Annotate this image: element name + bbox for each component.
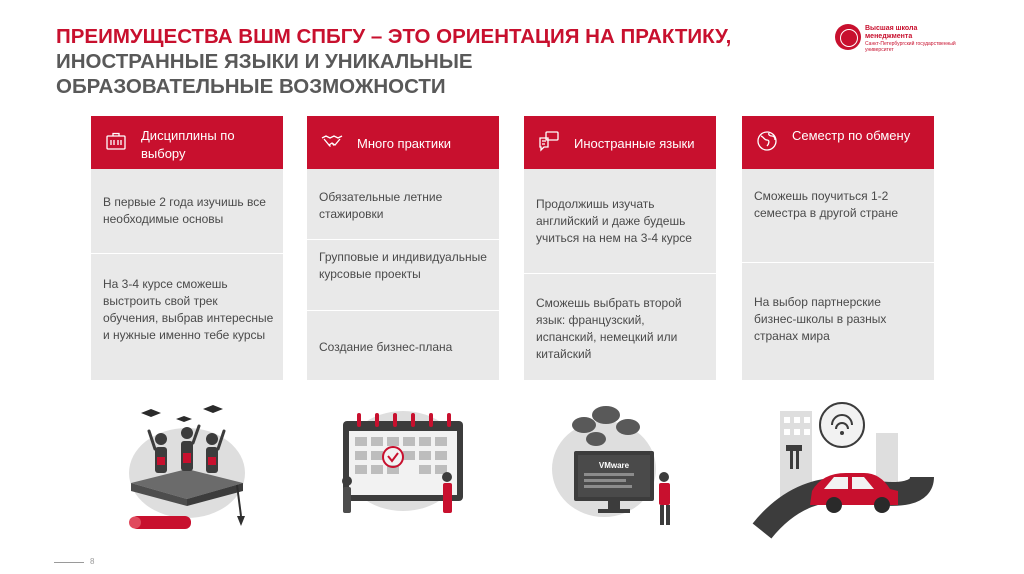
card-text: Обязательные летние стажировки [319, 190, 443, 221]
divider [307, 239, 499, 240]
chat-bubbles-icon [538, 130, 560, 152]
divider [742, 262, 934, 263]
slide-title [56, 24, 776, 99]
card-text: Групповые и индивидуальные курсовые проекты [319, 250, 487, 281]
divider [524, 273, 716, 274]
vmware-illustration [524, 381, 716, 544]
title-line-2: ИНОСТРАННЫЕ ЯЗЫКИ И УНИКАЛЬНЫЕ [56, 50, 473, 73]
graduates-illustration [91, 381, 283, 544]
card-text: Сможешь выбрать второй язык: французский, испанский, немецкий или китайский [536, 296, 682, 361]
card-text: Создание бизнес-плана [319, 340, 453, 354]
title-line-1: ПРЕИМУЩЕСТВА ВШМ СПБГУ – ЭТО ОРИЕНТАЦИЯ НА ПРАКТИКУ, [56, 25, 732, 48]
handshake-icon [321, 130, 343, 152]
briefcase-icon [105, 130, 127, 152]
card-text: Продолжишь изучать английский и даже будешь учиться на нем на 3-4 курсе [536, 197, 692, 245]
card-header [307, 116, 499, 169]
page-number: 8 [90, 557, 95, 566]
vmware-screen-label: VMware [598, 461, 630, 470]
divider [91, 253, 283, 254]
logo-subtitle: Санкт-Петербургский государственный университет [865, 41, 956, 53]
card-title: Дисциплины по выбору [141, 128, 235, 161]
card-text: Сможешь поучиться 1-2 семестра в другой стране [754, 189, 898, 220]
travel-car-illustration [742, 381, 934, 544]
card-exchange-semester [742, 116, 934, 544]
card-title: Иностранные языки [574, 136, 695, 151]
card-electives [91, 116, 283, 544]
card-foreign-languages [524, 116, 716, 544]
title-line-3: ОБРАЗОВАТЕЛЬНЫЕ ВОЗМОЖНОСТИ [56, 75, 446, 98]
card-text: В первые 2 года изучишь все необходимые основы [103, 195, 266, 226]
card-header [91, 116, 283, 169]
footer-rule [54, 562, 84, 563]
card-header [742, 116, 934, 169]
gsom-logo [835, 24, 955, 58]
university-seal-icon [835, 24, 861, 50]
card-practice [307, 116, 499, 544]
card-header [524, 116, 716, 169]
calendar-illustration [307, 381, 499, 544]
card-title: Много практики [357, 136, 452, 151]
card-title: Семестр по обмену [792, 128, 911, 143]
card-text: На 3-4 курсе сможешь выстроить свой трек обучения, выбрав интересные и нужные именно тебе курсы [103, 277, 274, 342]
divider [307, 310, 499, 311]
logo-title: Высшая школа менеджмента [865, 25, 918, 40]
card-text: На выбор партнерские бизнес-школы в разных странах мира [754, 295, 887, 343]
globe-icon [756, 130, 778, 152]
